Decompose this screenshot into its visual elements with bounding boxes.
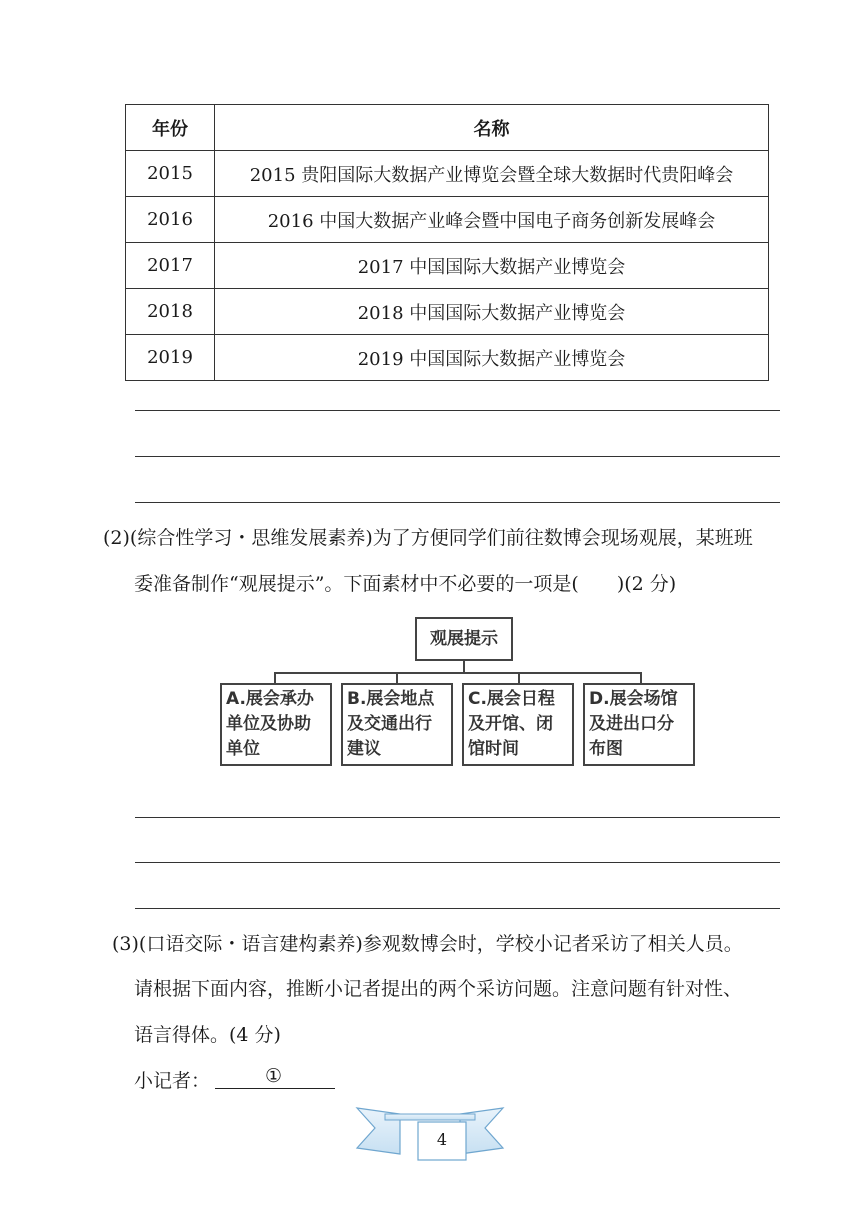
header-year: 年份 (126, 105, 215, 151)
option-b-text: 及交通出行 (347, 714, 432, 734)
cell-name: 2019 中国国际大数据产业博览会 (215, 335, 769, 381)
option-a-text: 单位及协助 (226, 714, 311, 734)
option-c-text: 及开馆、闭 (468, 714, 553, 734)
diagram-root-box: 观展提示 (415, 617, 513, 661)
option-d-text: 布图 (589, 739, 623, 759)
cell-year: 2018 (126, 289, 215, 335)
cell-year: 2019 (126, 335, 215, 381)
table-row (126, 151, 769, 197)
option-a-text: 单位 (226, 739, 260, 759)
table-row (126, 243, 769, 289)
option-b-text: B.展会地点 (347, 689, 435, 709)
question-3-line-2: 请根据下面内容，推断小记者提出的两个采访问题。注意问题有针对性、 (134, 978, 743, 1000)
question-2-line-2: 委准备制作“观展提示”。下面素材中不必要的一项是( )(2 分) (134, 573, 677, 595)
cell-name: 2018 中国国际大数据产业博览会 (215, 289, 769, 335)
expo-table (125, 104, 769, 381)
header-name: 名称 (215, 105, 769, 151)
table-row (126, 289, 769, 335)
blank-marker: ① (265, 1065, 283, 1087)
cell-year: 2017 (126, 243, 215, 289)
table-row (126, 335, 769, 381)
option-d-text: 及进出口分 (589, 714, 674, 734)
answer-line[interactable] (135, 410, 780, 411)
question-3-line-1: (3)(口语交际・语言建构素养)参观数博会时，学校小记者采访了相关人员。 (112, 933, 743, 955)
table-row (126, 197, 769, 243)
question-2-line-1: (2)(综合性学习・思维发展素养)为了方便同学们前往数博会现场观展，某班班 (103, 527, 753, 549)
answer-line[interactable] (135, 908, 780, 909)
page-number: 4 (436, 1130, 448, 1149)
option-c-text: C.展会日程 (468, 689, 555, 709)
answer-blank-1[interactable] (215, 1066, 335, 1089)
reporter-label: 小记者： (134, 1070, 211, 1092)
question-3-line-3: 语言得体。(4 分) (134, 1024, 281, 1046)
answer-line[interactable] (135, 456, 780, 457)
option-d-text: D.展会场馆 (589, 689, 678, 709)
option-a-text: A.展会承办 (226, 689, 314, 709)
option-b-box[interactable] (341, 683, 453, 766)
cell-year: 2016 (126, 197, 215, 243)
answer-line[interactable] (135, 502, 780, 503)
option-c-text: 馆时间 (468, 739, 519, 759)
answer-line[interactable] (135, 862, 780, 863)
answer-line[interactable] (135, 817, 780, 818)
option-a-box[interactable] (220, 683, 332, 766)
cell-name: 2017 中国国际大数据产业博览会 (215, 243, 769, 289)
option-c-box[interactable] (462, 683, 574, 766)
cell-name: 2015 贵阳国际大数据产业博览会暨全球大数据时代贵阳峰会 (215, 151, 769, 197)
cell-year: 2015 (126, 151, 215, 197)
table-header-row (126, 105, 769, 151)
option-d-box[interactable] (583, 683, 695, 766)
cell-name: 2016 中国大数据产业峰会暨中国电子商务创新发展峰会 (215, 197, 769, 243)
option-b-text: 建议 (347, 739, 381, 759)
connector (274, 672, 642, 674)
